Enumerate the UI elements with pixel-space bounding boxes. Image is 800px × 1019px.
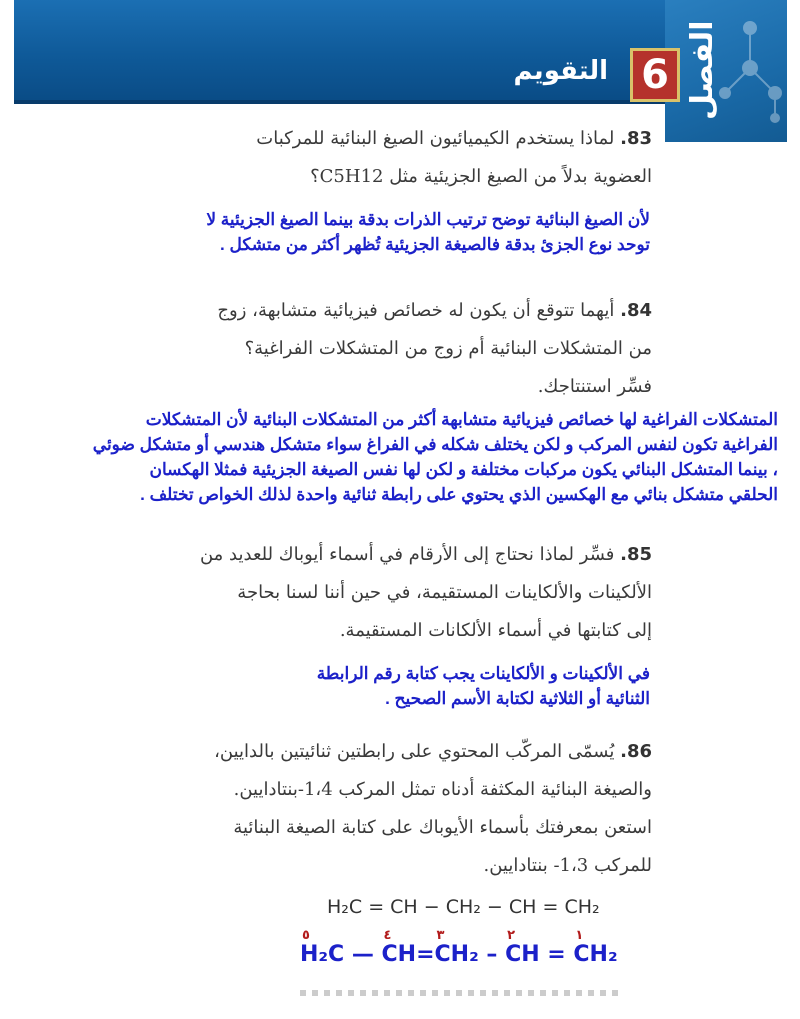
answer-83 xyxy=(206,207,650,257)
carbon-number: ١ xyxy=(575,928,584,943)
question-number: 86. xyxy=(620,741,652,762)
answer-85 xyxy=(317,661,650,711)
question-line: من المتشكلات البنائية أم زوج من المتشكلات الفراغية؟ xyxy=(244,338,652,359)
question-number: 85. xyxy=(620,544,652,565)
carbon-number: ٣ xyxy=(436,928,445,943)
question-line: استعن بمعرفتك بأسماء الأيوباك على كتابة الصيغة البنائية xyxy=(233,817,652,838)
formula-group: CH₂ xyxy=(573,942,618,967)
formula-bond: – xyxy=(478,942,506,967)
question-line: الألكينات والألكاينات المستقيمة، في حين أننا لسنا بحاجة xyxy=(237,582,652,603)
question-83 xyxy=(256,120,652,196)
formula-bond: = xyxy=(416,942,435,967)
formula-group: CH₂ xyxy=(434,942,479,967)
carbon-number: ٢ xyxy=(507,928,515,943)
formula-bond: — xyxy=(344,942,382,967)
question-number: 83. xyxy=(620,128,652,149)
answer-line: توحد نوع الجزئ بدقة فالصيغة الجزيئية تُظهر أكثر من متشكل . xyxy=(220,235,650,254)
formula-group: CH xyxy=(381,942,417,967)
carbon-number: ٤ xyxy=(383,928,392,943)
question-86 xyxy=(214,733,652,885)
question-85 xyxy=(200,536,652,650)
chapter-number: 6 xyxy=(630,48,680,102)
answer-formula xyxy=(300,928,618,967)
chapter-label: الفصل xyxy=(685,20,720,120)
answer-line: ، بينما المتشكل البنائي يكون مركبات مختلفة و لكن لها نفس الصيغة الجزيئية فمثلا الهكسان xyxy=(149,460,778,479)
question-line: والصيغة البنائية المكثفة أدناه تمثل المركب 1،4-بنتادايين. xyxy=(233,779,652,800)
question-line: للمركب 1،3- بنتادايين. xyxy=(483,855,652,876)
answer-84 xyxy=(93,407,778,507)
carbon-number: ٥ xyxy=(302,928,310,943)
answer-line: الحلقي متشكل بنائي مع الهكسين الذي يحتوي على رابطة ثنائية واحدة لذلك الخواص تختلف . xyxy=(140,485,778,504)
chapter-header-bar xyxy=(14,0,665,104)
cut-off-text-line xyxy=(300,990,620,996)
question-84 xyxy=(217,292,652,406)
given-formula: H₂C = CH − CH₂ − CH = CH₂ xyxy=(327,896,600,918)
answer-line: الفراغية تكون لنفس المركب و لكن يختلف شكله في الفراغ سواء متشكل هندسي أو متشكل ضوئي xyxy=(92,435,778,454)
question-line: إلى كتابتها في أسماء الألكانات المستقيمة. xyxy=(339,620,652,641)
question-number: 84. xyxy=(620,300,652,321)
formula-bond: = xyxy=(539,942,574,967)
formula-group: CH xyxy=(505,942,540,967)
section-title: التقويم xyxy=(513,56,608,86)
question-line: العضوية بدلاً من الصيغ الجزيئية مثل C5H12؟ xyxy=(310,166,652,187)
question-line: فسِّر لماذا نحتاج إلى الأرقام في أسماء أيوباك للعديد من xyxy=(199,544,615,565)
answer-line: المتشكلات الفراغية لها خصائص فيزيائية متشابهة أكثر من المتشكلات البنائية لأن المتشكلات xyxy=(145,410,778,429)
answer-line: في الألكينات و الألكاينات يجب كتابة رقم الرابطة xyxy=(316,664,650,683)
answer-line: لأن الصيغ البنائية توضح ترتيب الذرات بدقة بينما الصيغ الجزيئية لا xyxy=(206,210,650,229)
answer-line: الثنائية أو الثلاثية لكتابة الأسم الصحيح . xyxy=(385,689,650,708)
question-line: أيهما تتوقع أن يكون له خصائص فيزيائية متشابهة، زوج xyxy=(217,300,615,321)
question-line: لماذا يستخدم الكيميائيون الصيغ البنائية للمركبات xyxy=(256,128,615,149)
formula-group: H₂C xyxy=(300,942,345,967)
question-line: فسِّر استنتاجك. xyxy=(537,376,652,397)
question-line: يُسمّى المركّب المحتوي على رابطتين ثنائيتين بالدايين، xyxy=(214,741,615,762)
